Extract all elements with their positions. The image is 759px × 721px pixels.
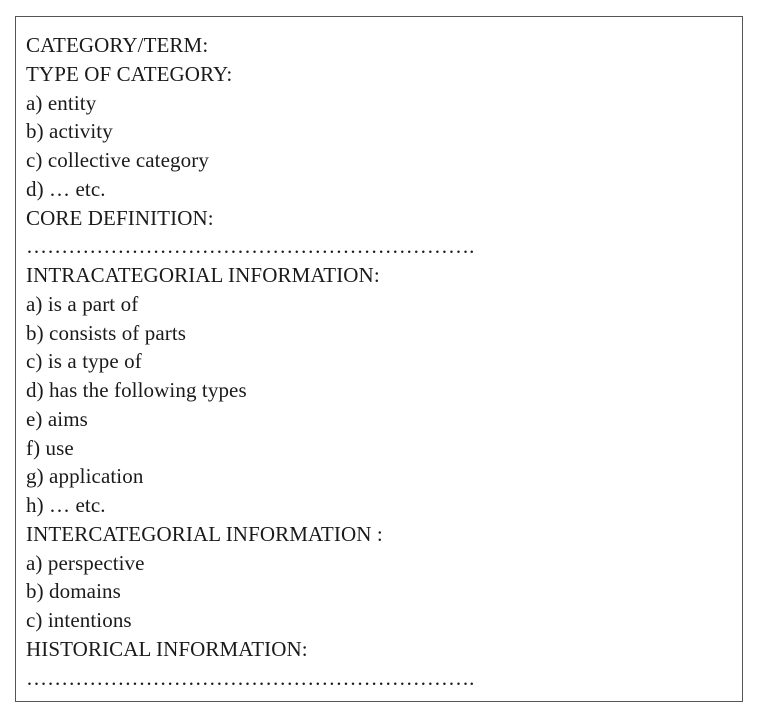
template-lines <box>26 31 474 692</box>
category-type-item: c) collective category <box>26 148 209 172</box>
category-type-item: b) activity <box>26 119 113 144</box>
intracategorial-item: g) application <box>26 464 144 489</box>
category-type-item: a) entity <box>26 90 97 115</box>
category-term-heading: CATEGORY/TERM: <box>26 33 209 57</box>
intercategorial-item: c) intentions <box>26 608 132 632</box>
historical-blank: ………………………………………………………. <box>26 665 475 690</box>
intracategorial-item: d) has the following types <box>26 378 247 402</box>
template-box <box>15 16 743 702</box>
intracategorial-item: a) is a part of <box>26 291 139 316</box>
intracategorial-heading: INTRACATEGORIAL INFORMATION: <box>26 263 380 287</box>
intracategorial-item: h) … etc. <box>26 493 106 517</box>
intracategorial-item: f) use <box>26 435 74 460</box>
intercategorial-item: a) perspective <box>26 550 145 575</box>
intracategorial-item: b) consists of parts <box>26 320 187 345</box>
intracategorial-item: e) aims <box>26 406 88 431</box>
category-type-item: d) … etc. <box>26 176 106 201</box>
type-of-category-heading: TYPE OF CATEGORY: <box>26 61 233 86</box>
intercategorial-heading: INTERCATEGORIAL INFORMATION : <box>26 521 383 546</box>
core-definition-heading: CORE DEFINITION: <box>26 205 214 230</box>
historical-heading: HISTORICAL INFORMATION: <box>26 636 308 661</box>
intercategorial-item: b) domains <box>26 579 121 604</box>
intracategorial-item: c) is a type of <box>26 349 142 374</box>
core-definition-blank: ………………………………………………………. <box>26 234 475 259</box>
